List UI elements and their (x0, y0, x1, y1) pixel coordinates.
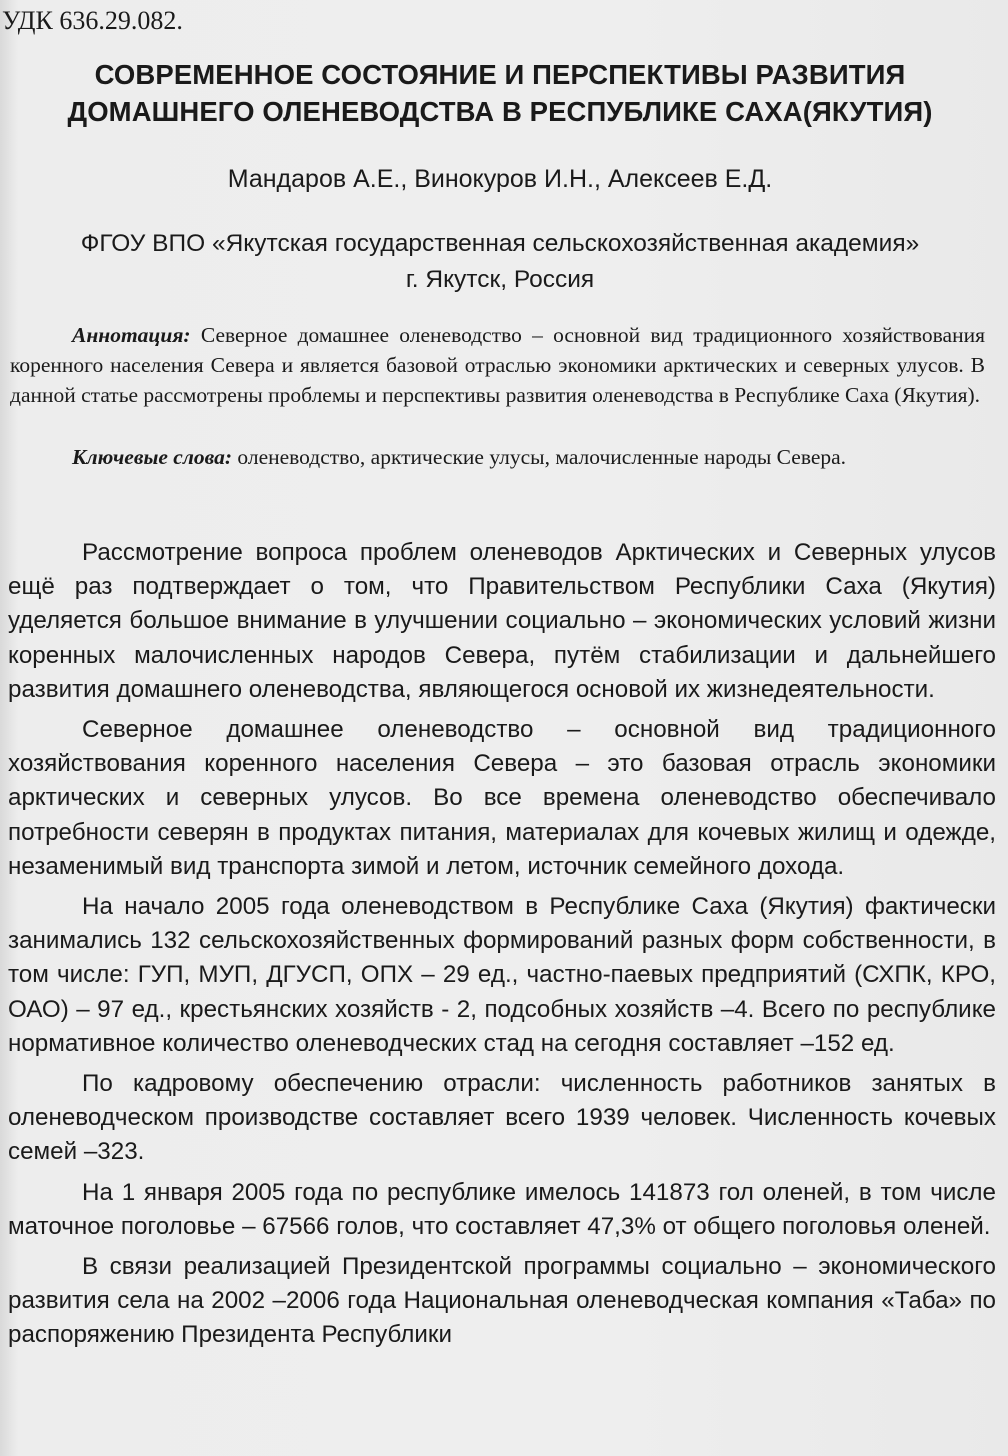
article-body (8, 536, 996, 1359)
keywords-label: Ключевые слова: (72, 445, 238, 469)
keywords (10, 442, 985, 472)
title-line: ДОМАШНЕГО ОЛЕНЕВОДСТВА В РЕСПУБЛИКЕ САХА(ЯКУТИЯ) (67, 96, 933, 127)
udc-code: УДК 636.29.082. (2, 6, 183, 35)
body-paragraph: В связи реализацией Президентской программы социально – экономического развития села на 2002 –2006 года Национальная оленеводческая компания «Таба» по распоряжению Президента Республики (8, 1253, 996, 1349)
abstract-text: Северное домашнее оленеводство – основной вид традиционного хозяйствования коренного населения Севера и является базовой отраслью экономики арктических и северных улусов. В данной статье рассмотрены проблемы и перспективы развития оленеводства в Республике Саха (Якутия). (10, 323, 985, 407)
body-paragraph: Рассмотрение вопроса проблем оленеводов Арктических и Северных улусов ещё раз подтверждает о том, что Правительством Республики Саха (Якутия) уделяется большое внимание в улучшении социально – экономических условий жизни коренных малочисленных народов Севера, путём стабилизации и дальнейшего развития домашнего оленеводства, являющегося основой их жизнедеятельности. (8, 539, 996, 703)
article-title (0, 56, 1000, 130)
affiliation-line: г. Якутск, Россия (405, 266, 595, 293)
body-paragraph: Северное домашнее оленеводство – основной вид традиционного хозяйствования коренного населения Севера – это базовая отрасль экономики арктических и северных улусов. Во все времена оленеводство обеспечивало потребности северян в продуктах питания, материалах для кочевых жилищ и одежде, незаменимый вид транспорта зимой и летом, источник семейного дохода. (8, 716, 996, 880)
body-paragraph: На начало 2005 года оленеводством в Республике Саха (Якутия) фактически занимались 132 сельскохозяйственных формирований разных форм собственности, в том числе: ГУП, МУП, ДГУСП, ОПХ – 29 ед., частно-паевых предприятий (СХПК, КРО, ОАО) – 97 ед., крестьянских хозяйств - 2, подсобных хозяйств –4. Всего по республике нормативное количество оленеводческих стад на сегодня составляет –152 ед. (8, 893, 996, 1057)
affiliation-line: ФГОУ ВПО «Якутская государственная сельскохозяйственная академия» (80, 230, 920, 257)
title-line: СОВРЕМЕННОЕ СОСТОЯНИЕ И ПЕРСПЕКТИВЫ РАЗВИТИЯ (94, 59, 906, 90)
abstract-label: Аннотация: (72, 323, 201, 347)
affiliation (0, 226, 1000, 298)
authors: Мандаров А.Е., Винокуров И.Н., Алексеев Е.Д. (227, 165, 773, 193)
body-paragraph: На 1 января 2005 года по республике имелось 141873 гол оленей, в том числе маточное поголовье – 67566 голов, что составляет 47,3% от общего поголовья оленей. (8, 1178, 996, 1240)
keywords-text: оленеводство, арктические улусы, малочисленные народы Севера. (237, 445, 847, 469)
abstract (10, 320, 985, 410)
body-paragraph: По кадровому обеспечению отрасли: численность работников занятых в оленеводческом производстве составляет всего 1939 человек. Численность кочевых семей –323. (8, 1070, 996, 1166)
